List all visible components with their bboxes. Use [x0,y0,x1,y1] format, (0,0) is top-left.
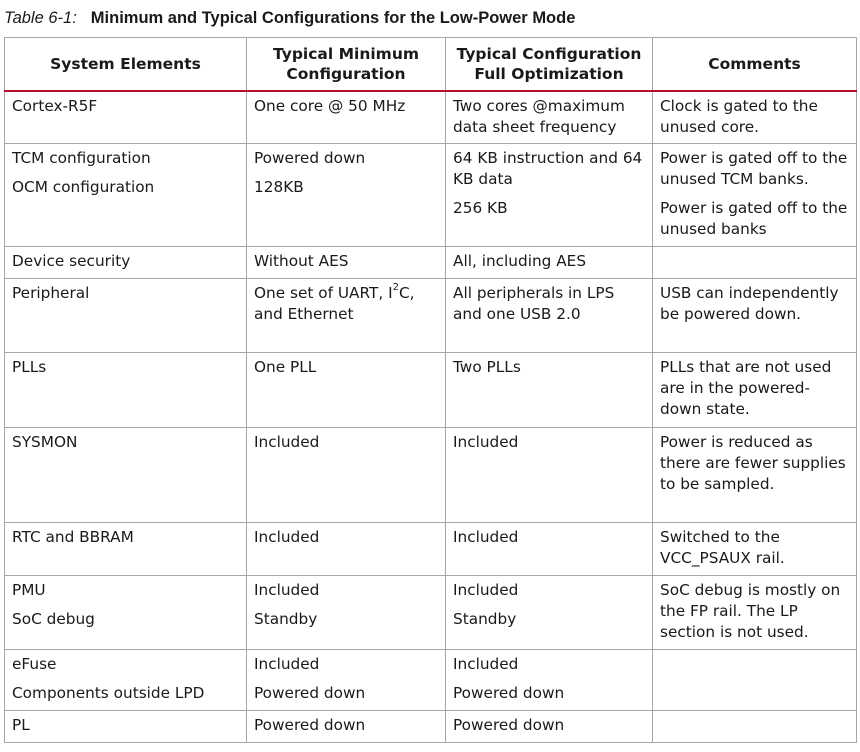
cell-full: Included Powered down [446,650,653,711]
cell-element: SYSMON [5,428,247,523]
table-row [5,428,857,523]
cell-element: Cortex-R5F [5,91,247,144]
header-typical-minimum: Typical Minimum Configuration [247,38,446,91]
cell-element: Peripheral [5,279,247,353]
cell-minimum: One set of UART, $I^2C$, and Ethernet [247,279,446,353]
table-row [5,576,857,650]
table-row [5,353,857,428]
cell-element: Device security [5,247,247,279]
table-number: Table 6-1: [4,9,77,27]
cell-comments: Clock is gated to the unused core. [653,91,857,144]
cell-element: PLLs [5,353,247,428]
cell-comments [653,247,857,279]
cell-full: Included Standby [446,576,653,650]
cell-comments: PLLs that are not used are in the powered-down state. [653,353,857,428]
header-comments: Comments [653,38,857,91]
cell-full: 64 KB instruction and 64 KB data 256 KB [446,144,653,247]
cell-minimum: Included Powered down [247,650,446,711]
cell-minimum: Included [247,523,446,576]
cell-element: eFuse Components outside LPD [5,650,247,711]
header-system-elements: System Elements [5,38,247,91]
cell-full: Powered down [446,711,653,743]
table-caption [4,7,575,29]
cell-element: PMU SoC debug [5,576,247,650]
cell-comments: Switched to the VCC_PSAUX rail. [653,523,857,576]
cell-full: All, including AES [446,247,653,279]
cell-element: RTC and BBRAM [5,523,247,576]
cell-full: Two cores @maximum data sheet frequency [446,91,653,144]
cell-comments: Power is gated off to the unused TCM banks. Power is gated off to the unused banks [653,144,857,247]
cell-comments: Power is reduced as there are fewer supplies to be sampled. [653,428,857,523]
table-row [5,91,857,144]
cell-full: Included [446,523,653,576]
table-row [5,711,857,743]
configuration-table [4,37,857,743]
table-title: Minimum and Typical Configurations for the Low-Power Mode [90,9,576,27]
table-row [5,650,857,711]
cell-comments [653,650,857,711]
cell-minimum: One core @ 50 MHz [247,91,446,144]
cell-comments: USB can independently be powered down. [653,279,857,353]
table-row [5,247,857,279]
cell-element: TCM configuration OCM configuration [5,144,247,247]
cell-minimum: Without AES [247,247,446,279]
cell-minimum: Powered down 128KB [247,144,446,247]
table-row [5,279,857,353]
cell-full: All peripherals in LPS and one USB 2.0 [446,279,653,353]
cell-minimum: Powered down [247,711,446,743]
header-row [5,38,857,91]
header-typical-full: Typical Configuration Full Optimization [446,38,653,91]
cell-minimum: Included [247,428,446,523]
cell-minimum: Included Standby [247,576,446,650]
cell-comments: SoC debug is mostly on the FP rail. The LP section is not used. [653,576,857,650]
table-row [5,144,857,247]
cell-element: PL [5,711,247,743]
cell-comments [653,711,857,743]
table-row [5,523,857,576]
cell-full: Included [446,428,653,523]
cell-minimum: One PLL [247,353,446,428]
cell-full: Two PLLs [446,353,653,428]
